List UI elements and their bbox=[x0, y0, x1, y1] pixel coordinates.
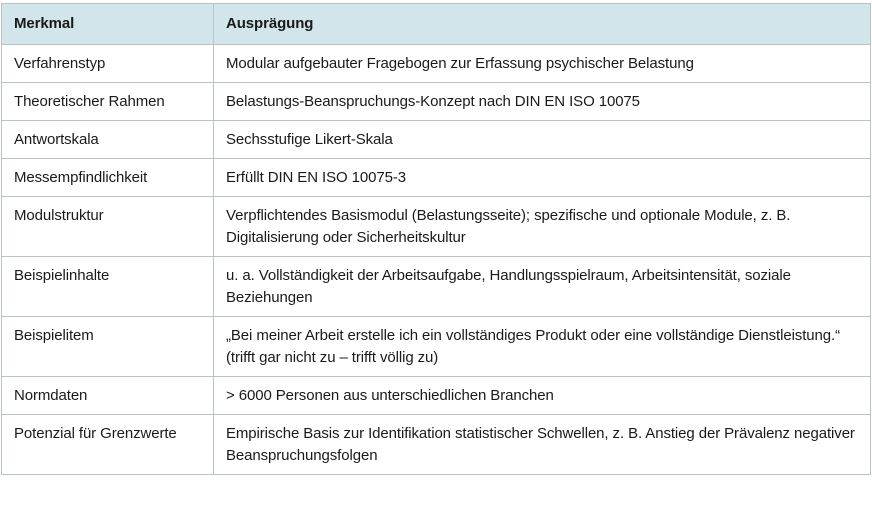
cell-auspraegung: Empirische Basis zur Identifikation statistischer Schwellen, z. B. Anstieg der Prävalenz negativer Beanspruchungsfolgen bbox=[214, 415, 871, 475]
table-row bbox=[2, 415, 871, 475]
cell-auspraegung: Belastungs-Beanspruchungs-Konzept nach DIN EN ISO 10075 bbox=[214, 83, 871, 121]
characteristics-table bbox=[1, 3, 871, 475]
cell-auspraegung: u. a. Vollständigkeit der Arbeitsaufgabe, Handlungsspielraum, Arbeitsintensität, soziale Beziehungen bbox=[214, 257, 871, 317]
table-row bbox=[2, 377, 871, 415]
table-row bbox=[2, 83, 871, 121]
cell-auspraegung: Modular aufgebauter Fragebogen zur Erfassung psychischer Belastung bbox=[214, 45, 871, 83]
cell-merkmal: Modulstruktur bbox=[2, 197, 214, 257]
table-row bbox=[2, 121, 871, 159]
cell-merkmal: Beispielinhalte bbox=[2, 257, 214, 317]
cell-merkmal: Theoretischer Rahmen bbox=[2, 83, 214, 121]
cell-merkmal: Normdaten bbox=[2, 377, 214, 415]
table-row bbox=[2, 317, 871, 377]
header-merkmal: Merkmal bbox=[2, 4, 214, 45]
cell-merkmal: Potenzial für Grenzwerte bbox=[2, 415, 214, 475]
table-row bbox=[2, 197, 871, 257]
cell-merkmal: Beispielitem bbox=[2, 317, 214, 377]
table-row bbox=[2, 45, 871, 83]
cell-auspraegung: „Bei meiner Arbeit erstelle ich ein vollständiges Produkt oder eine vollständige Dienstleistung.“ (trifft gar nicht zu – trifft völlig zu) bbox=[214, 317, 871, 377]
table-header bbox=[2, 4, 871, 45]
header-row bbox=[2, 4, 871, 45]
table-container bbox=[1, 3, 870, 475]
cell-auspraegung: Erfüllt DIN EN ISO 10075-3 bbox=[214, 159, 871, 197]
cell-auspraegung: > 6000 Personen aus unterschiedlichen Branchen bbox=[214, 377, 871, 415]
cell-merkmal: Antwortskala bbox=[2, 121, 214, 159]
cell-merkmal: Verfahrenstyp bbox=[2, 45, 214, 83]
table-body bbox=[2, 45, 871, 475]
table-row bbox=[2, 159, 871, 197]
cell-merkmal: Messempfindlichkeit bbox=[2, 159, 214, 197]
cell-auspraegung: Verpflichtendes Basismodul (Belastungsseite); spezifische und optionale Module, z. B. Digitalisierung oder Sicherheitskultur bbox=[214, 197, 871, 257]
header-auspraegung: Ausprägung bbox=[214, 4, 871, 45]
table-row bbox=[2, 257, 871, 317]
cell-auspraegung: Sechsstufige Likert-Skala bbox=[214, 121, 871, 159]
